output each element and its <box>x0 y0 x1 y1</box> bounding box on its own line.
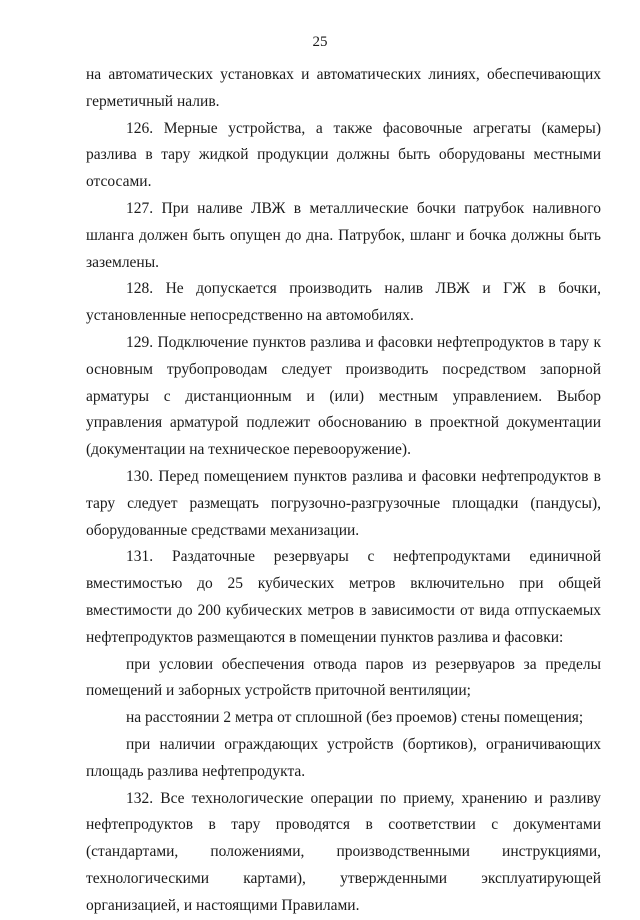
paragraph-131-condition-3: при наличии ограждающих устройств (бортиков), ограничивающих площадь разлива нефтепродукта. <box>86 735 601 780</box>
paragraph-131: 131. Раздаточные резервуары с нефтепродуктами единичной вместимостью до 25 кубических метров включительно при общей вместимости до 200 кубических метров в зависимости от вида отпускаемых нефтепродуктов размещаются в помещении пунктов разлива и фасовки: <box>86 548 601 646</box>
paragraph-131-condition-2: на расстоянии 2 метра от сплошной (без проемов) стены помещения; <box>126 709 584 727</box>
paragraph-129: 129. Подключение пунктов разлива и фасовки нефтепродуктов в тару к основным трубопроводам следует производить посредством запорной арматуры с дистанционным и (или) местным управлением. Выбор управления арматурой подлежит обоснованию в проектной документации (документации на техническое перевооружение). <box>86 333 601 459</box>
paragraph-132: 132. Все технологические операции по приему, хранению и разливу нефтепродуктов в тару проводятся в соответствии с документами (стандартами, положениями, производственными инструкциями, технологическими картами), утвержденными эксплуатирующей организацией, и настоящими Правилами. <box>86 789 601 914</box>
paragraph-130: 130. Перед помещением пунктов разлива и фасовки нефтепродуктов в тару следует размещать погрузочно-разгрузочные площадки (пандусы), оборудованные средствами механизации. <box>86 467 601 539</box>
document-body <box>86 62 601 920</box>
paragraph-131-condition-1: при условии обеспечения отвода паров из резервуаров за пределы помещений и заборных устройств приточной вентиляции; <box>86 655 601 700</box>
page-number: 25 <box>312 34 328 50</box>
paragraph-128: 128. Не допускается производить налив ЛВЖ и ГЖ в бочки, установленные непосредственно на автомобилях. <box>86 280 601 325</box>
paragraph-continuation: на автоматических установках и автоматических линиях, обеспечивающих герметичный налив. <box>86 66 601 110</box>
paragraph-126: 126. Мерные устройства, а также фасовочные агрегаты (камеры) разлива в тару жидкой продукции должны быть оборудованы местными отсосами. <box>86 119 601 191</box>
paragraph-127: 127. При наливе ЛВЖ в металлические бочки патрубок наливного шланга должен быть опущен до дна. Патрубок, шланг и бочка должны быть заземлены. <box>86 199 601 271</box>
